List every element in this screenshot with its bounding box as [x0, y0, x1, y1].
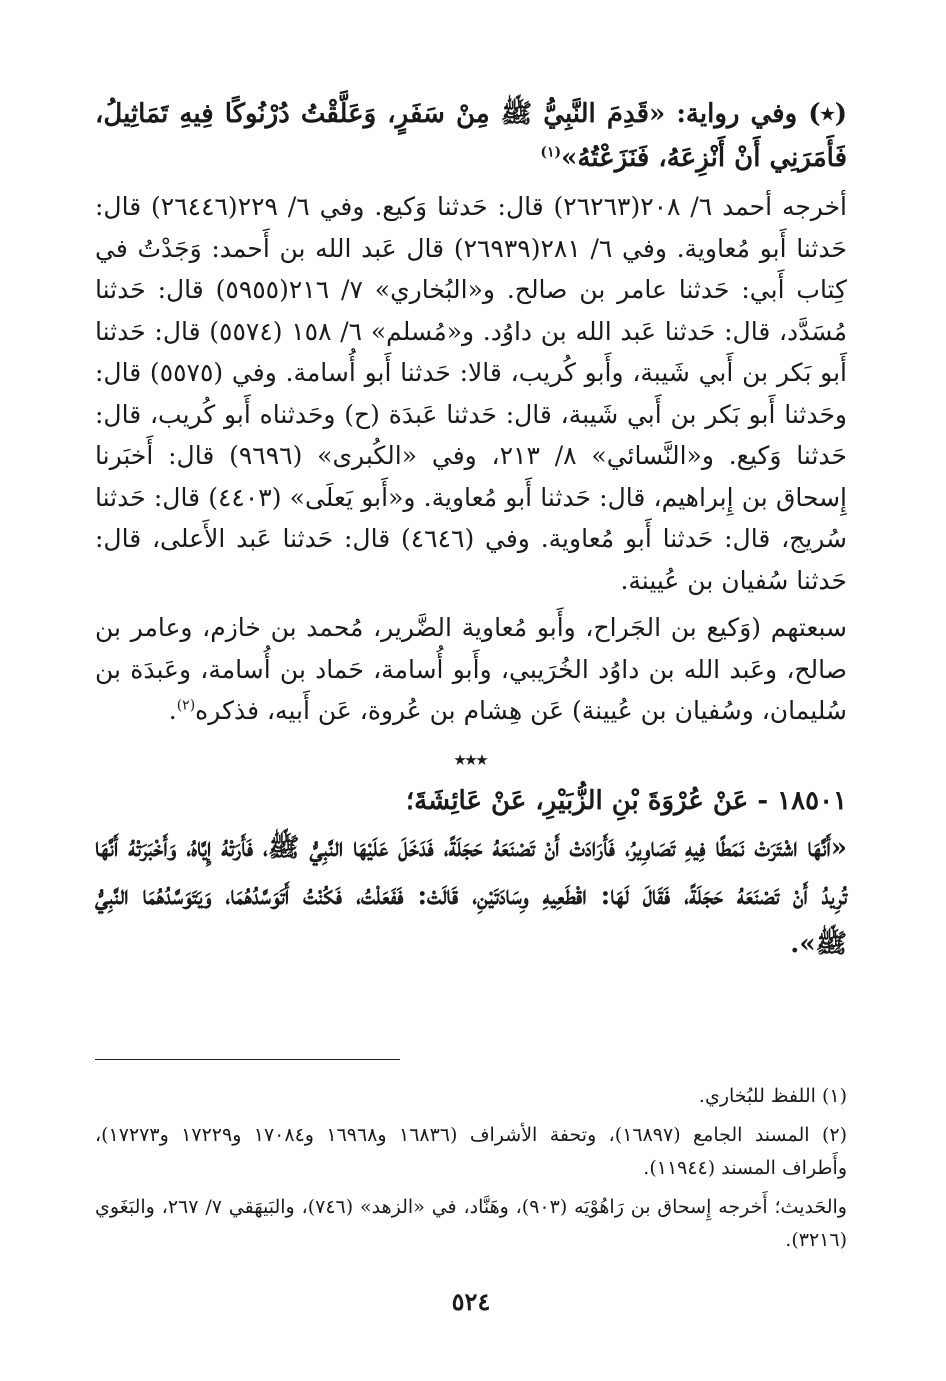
narrators-text: سبعتهم (وَكيع بن الجَراح، وأَبو مُعاوية الضَّرير، مُحمد بن خازم، وعامر بن صالح، وعَبد الله بن داوُد الخُرَيبي، وأَبو أُسامة، حَماد بن أُسامة، وعَبدَة بن سُليمان، وسُفيان بن عُيينة) عَن هِشام بن عُروة، عَن أَبيه، فذكره: [95, 613, 847, 725]
hadith-heading: [95, 778, 847, 824]
variant-text: (٭) وفي رواية: «قَدِمَ النَّبِيُّ ﷺ مِنْ سَفَرٍ، وَعَلَّقْتُ دُرْنُوكًا فِيهِ تَمَاثِيلُ، فَأَمَرَنِي أَنْ أَنْزِعَهُ، فَنَزَعْتُهُ»: [95, 99, 847, 173]
narrators-paragraph: [95, 607, 847, 732]
hadith-text: «أَنَّهَا اشْتَرَتْ نَمَطًا فِيهِ تَصَاوِيرُ، فَأَرَادَتْ أَنْ تَصْنَعَهُ حَجَلَةً، فَدَخَلَ عَلَيْهَا النَّبِيُّ ﷺ، فَأَرَتْهُ إِيَّاهُ، وَأَخْبَرَتْهُ أَنَّهَا تُرِيدُ أَنْ تَصْنَعَهُ حَجَلَةً، فَقَالَ لَهَا: اقْطَعِيهِ وِسَادَتَيْنِ، قَالَتْ: فَفَعَلْتُ، فَكُنْتُ أَتَوَسَّدُهُمَا، وَيَتَوَسَّدُهُمَا النَّبِيُّ ﷺ».: [95, 832, 847, 959]
footnote-ref-2: (٢): [176, 697, 196, 714]
hadith-isnad: عَنْ عُرْوَةَ بْنِ الزُّبَيْرِ، عَنْ عَائِشَةَ؛: [405, 785, 749, 816]
footnote-2: (٢) المسند الجامع (١٦٨٩٧)، وتحفة الأشراف (١٦٨٣٦ و١٦٩٦٨ و١٧٠٨٤ و١٧٢٢٩ و١٧٢٧٣)، وأَطراف المسند (١١٩٤٤).: [95, 1124, 847, 1179]
footnote-divider: [95, 1059, 400, 1060]
section-separator: ٭٭٭: [454, 746, 488, 771]
footnote-3: والحَديث؛ أَخرجه إِسحاق بن رَاهُوْيَه (٩٠٣)، وهَنَّاد، في «الزهد» (٧٤٦)، والبَيهَقي ٧/ ٢٦٧، والبَغَوي (٣٢١٦).: [95, 1196, 847, 1251]
takhrij-paragraph: أخرجه أحمد ٦/ ٢٠٨(٢٦٢٦٣) قال: حَدثنا وَكيع. وفي ٦/ ٢٢٩(٢٦٤٤٦) قال: حَدثنا أَبو مُعاوية. وفي ٦/ ٢٨١(٢٦٩٣٩) قال عَبد الله بن أَحمد: وَجَدْتُ في كِتاب أَبي: حَدثنا عامر بن صالح. و«البُخاري» ٧/ ٢١٦(٥٩٥٥) قال: حَدثنا مُسَدَّد، قال: حَدثنا عَبد الله بن داوُد. و«مُسلم» ٦/ ١٥٨ (٥٥٧٤) قال: حَدثنا أَبو بَكر بن أَبي شَيبة، وأَبو كُريب، قالا: حَدثنا أَبو أُسامة. وفي (٥٥٧٥) قال: وحَدثنا أَبو بَكر بن أَبي شَيبة، قال: حَدثنا عَبدَة (ح) وحَدثناه أَبو كُريب، قال: حَدثنا وَكيع. و«النَّسائي» ٨/ ٢١٣، وفي «الكُبرى» (٩٦٩٦) قال: أَخبَرنا إِسحاق بن إِبراهيم، قال: حَدثنا أَبو مُعاوية. و«أَبو يَعلَى» (٤٤٠٣) قال: حَدثنا سُريج، قال: حَدثنا أَبو مُعاوية. وفي (٤٦٤٦) قال: حَدثنا عَبد الأَعلى، قال: حَدثنا سُفيان بن عُيينة.: [95, 192, 848, 595]
book-page: [95, 92, 847, 1352]
variant-narration: [95, 92, 847, 180]
footnote-1: (١) اللفظ للبُخاري.: [698, 1085, 847, 1107]
page-number: ٥٢٤: [451, 1287, 491, 1316]
footnotes: [95, 1080, 847, 1263]
footnote-ref-1: (١): [540, 144, 562, 161]
narrators-period: .: [168, 696, 177, 725]
hadith-number: ١٨٥٠١: [777, 785, 847, 816]
hadith-dash: -: [757, 785, 769, 816]
